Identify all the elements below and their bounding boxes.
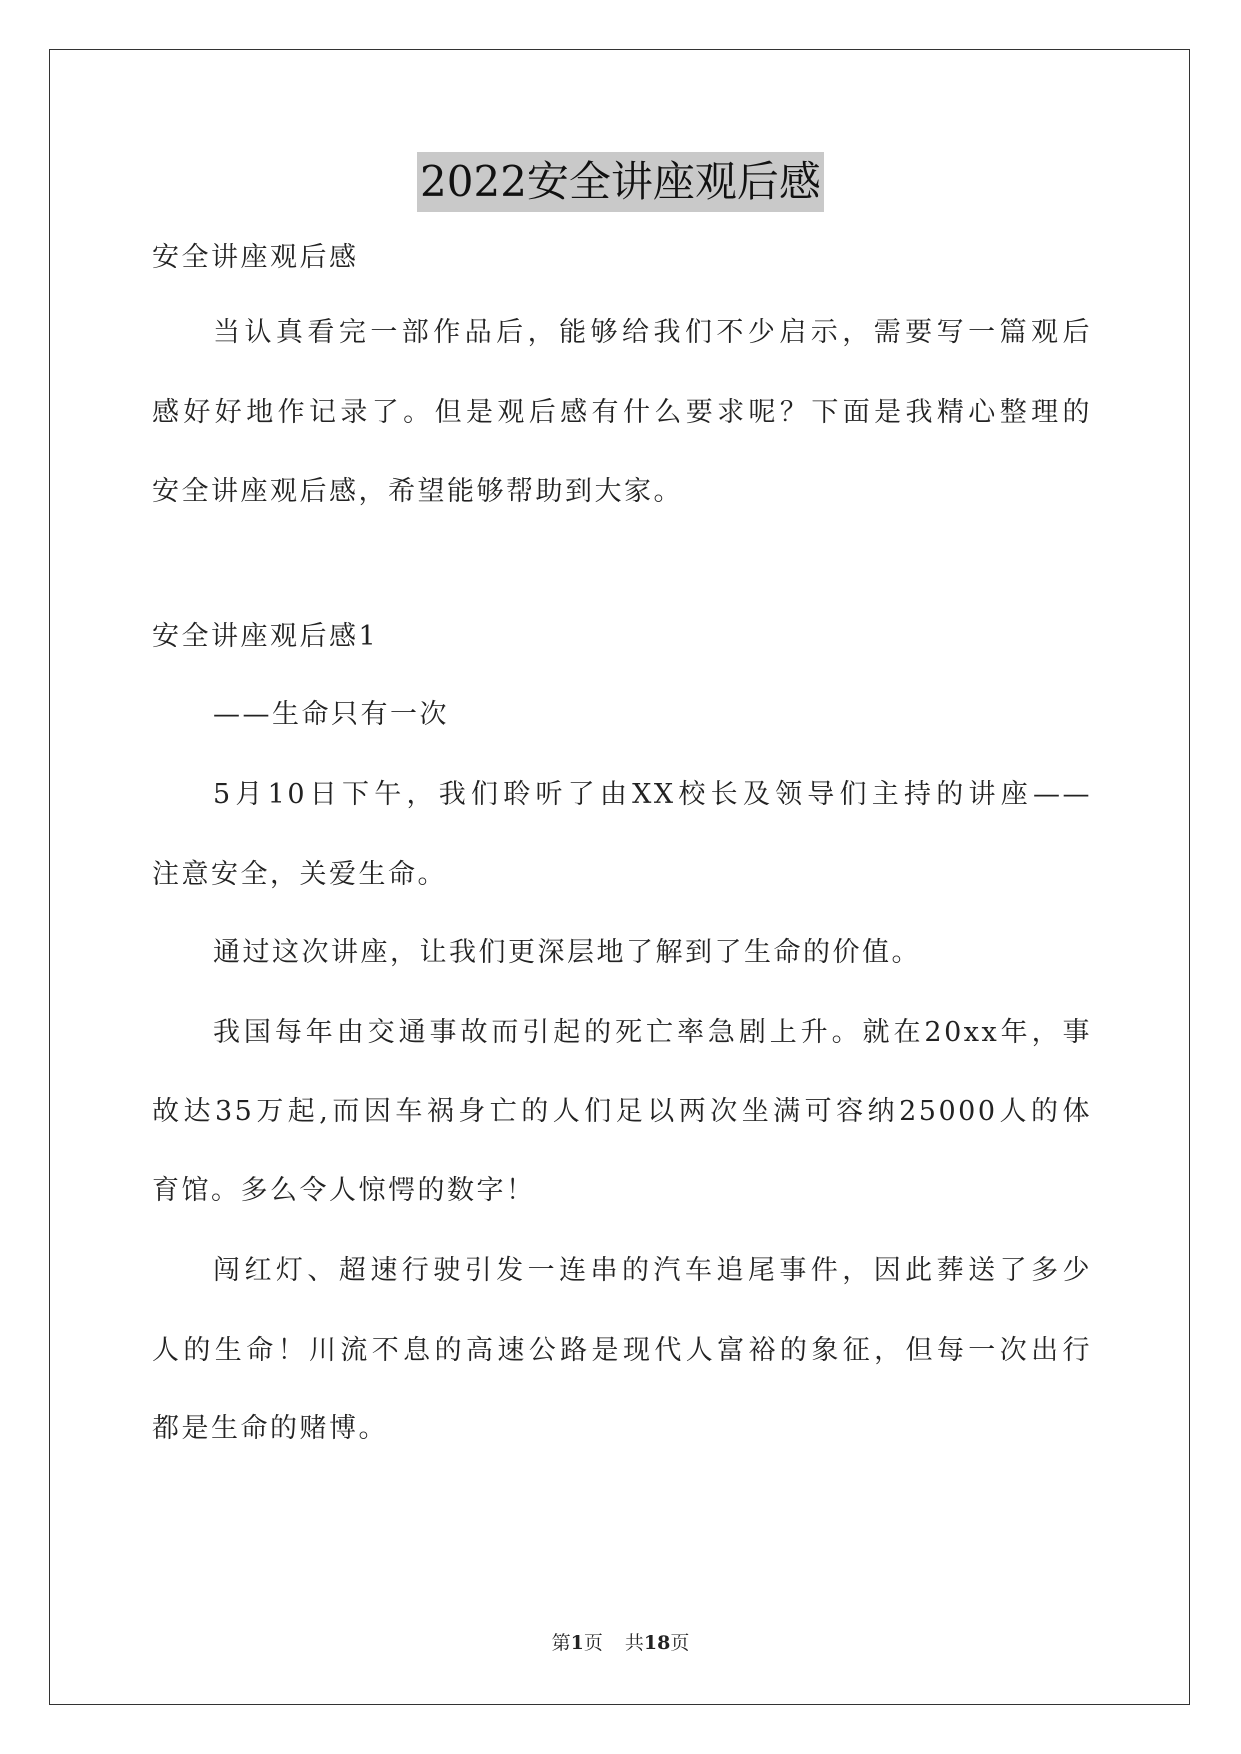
page-label-suffix: 页 <box>583 1632 603 1654</box>
paragraph-line: 注意安全，关爱生命。 <box>152 859 447 890</box>
total-label-suffix: 页 <box>670 1632 690 1654</box>
paragraph-line: 育馆。多么令人惊愕的数字！ <box>152 1175 536 1206</box>
page-label-prefix: 第 <box>551 1632 571 1654</box>
paragraph-line: 我国每年由交通事故而引起的死亡率急剧上升。就在20xx年，事 <box>213 1017 1092 1048</box>
total-page-count: 18 <box>643 1632 671 1654</box>
paragraph-line: 闯红灯、超速行驶引发一连串的汽车追尾事件，因此葬送了多少 <box>213 1255 1092 1286</box>
paragraph-line: 安全讲座观后感，希望能够帮助到大家。 <box>152 476 683 507</box>
section-heading: 安全讲座观后感1 <box>152 621 379 652</box>
paragraph-line: 感好好地作记录了。但是观后感有什么要求呢？下面是我精心整理的 <box>152 397 1092 428</box>
paragraph-line: 人的生命！川流不息的高速公路是现代人富裕的象征，但每一次出行 <box>152 1335 1092 1366</box>
title-container <box>0 152 1241 212</box>
paragraph-line: 当认真看完一部作品后，能够给我们不少启示，需要写一篇观后 <box>213 317 1092 348</box>
document-title: 2022安全讲座观后感 <box>417 152 824 212</box>
paragraph-line: 通过这次讲座，让我们更深层地了解到了生命的价值。 <box>213 937 921 968</box>
paragraph-line: 5月10日下午，我们聆听了由XX校长及领导们主持的讲座—— <box>213 779 1092 810</box>
total-label-prefix: 共 <box>624 1632 644 1654</box>
paragraph-line: 故达35万起,而因车祸身亡的人们足以两次坐满可容纳25000人的体 <box>152 1096 1092 1127</box>
current-page-number: 1 <box>570 1632 584 1654</box>
subtitle-line: 安全讲座观后感 <box>152 242 359 273</box>
page-footer <box>0 1630 1241 1656</box>
paragraph-line: 都是生命的赌博。 <box>152 1413 388 1444</box>
section-subheading: ——生命只有一次 <box>213 699 449 730</box>
